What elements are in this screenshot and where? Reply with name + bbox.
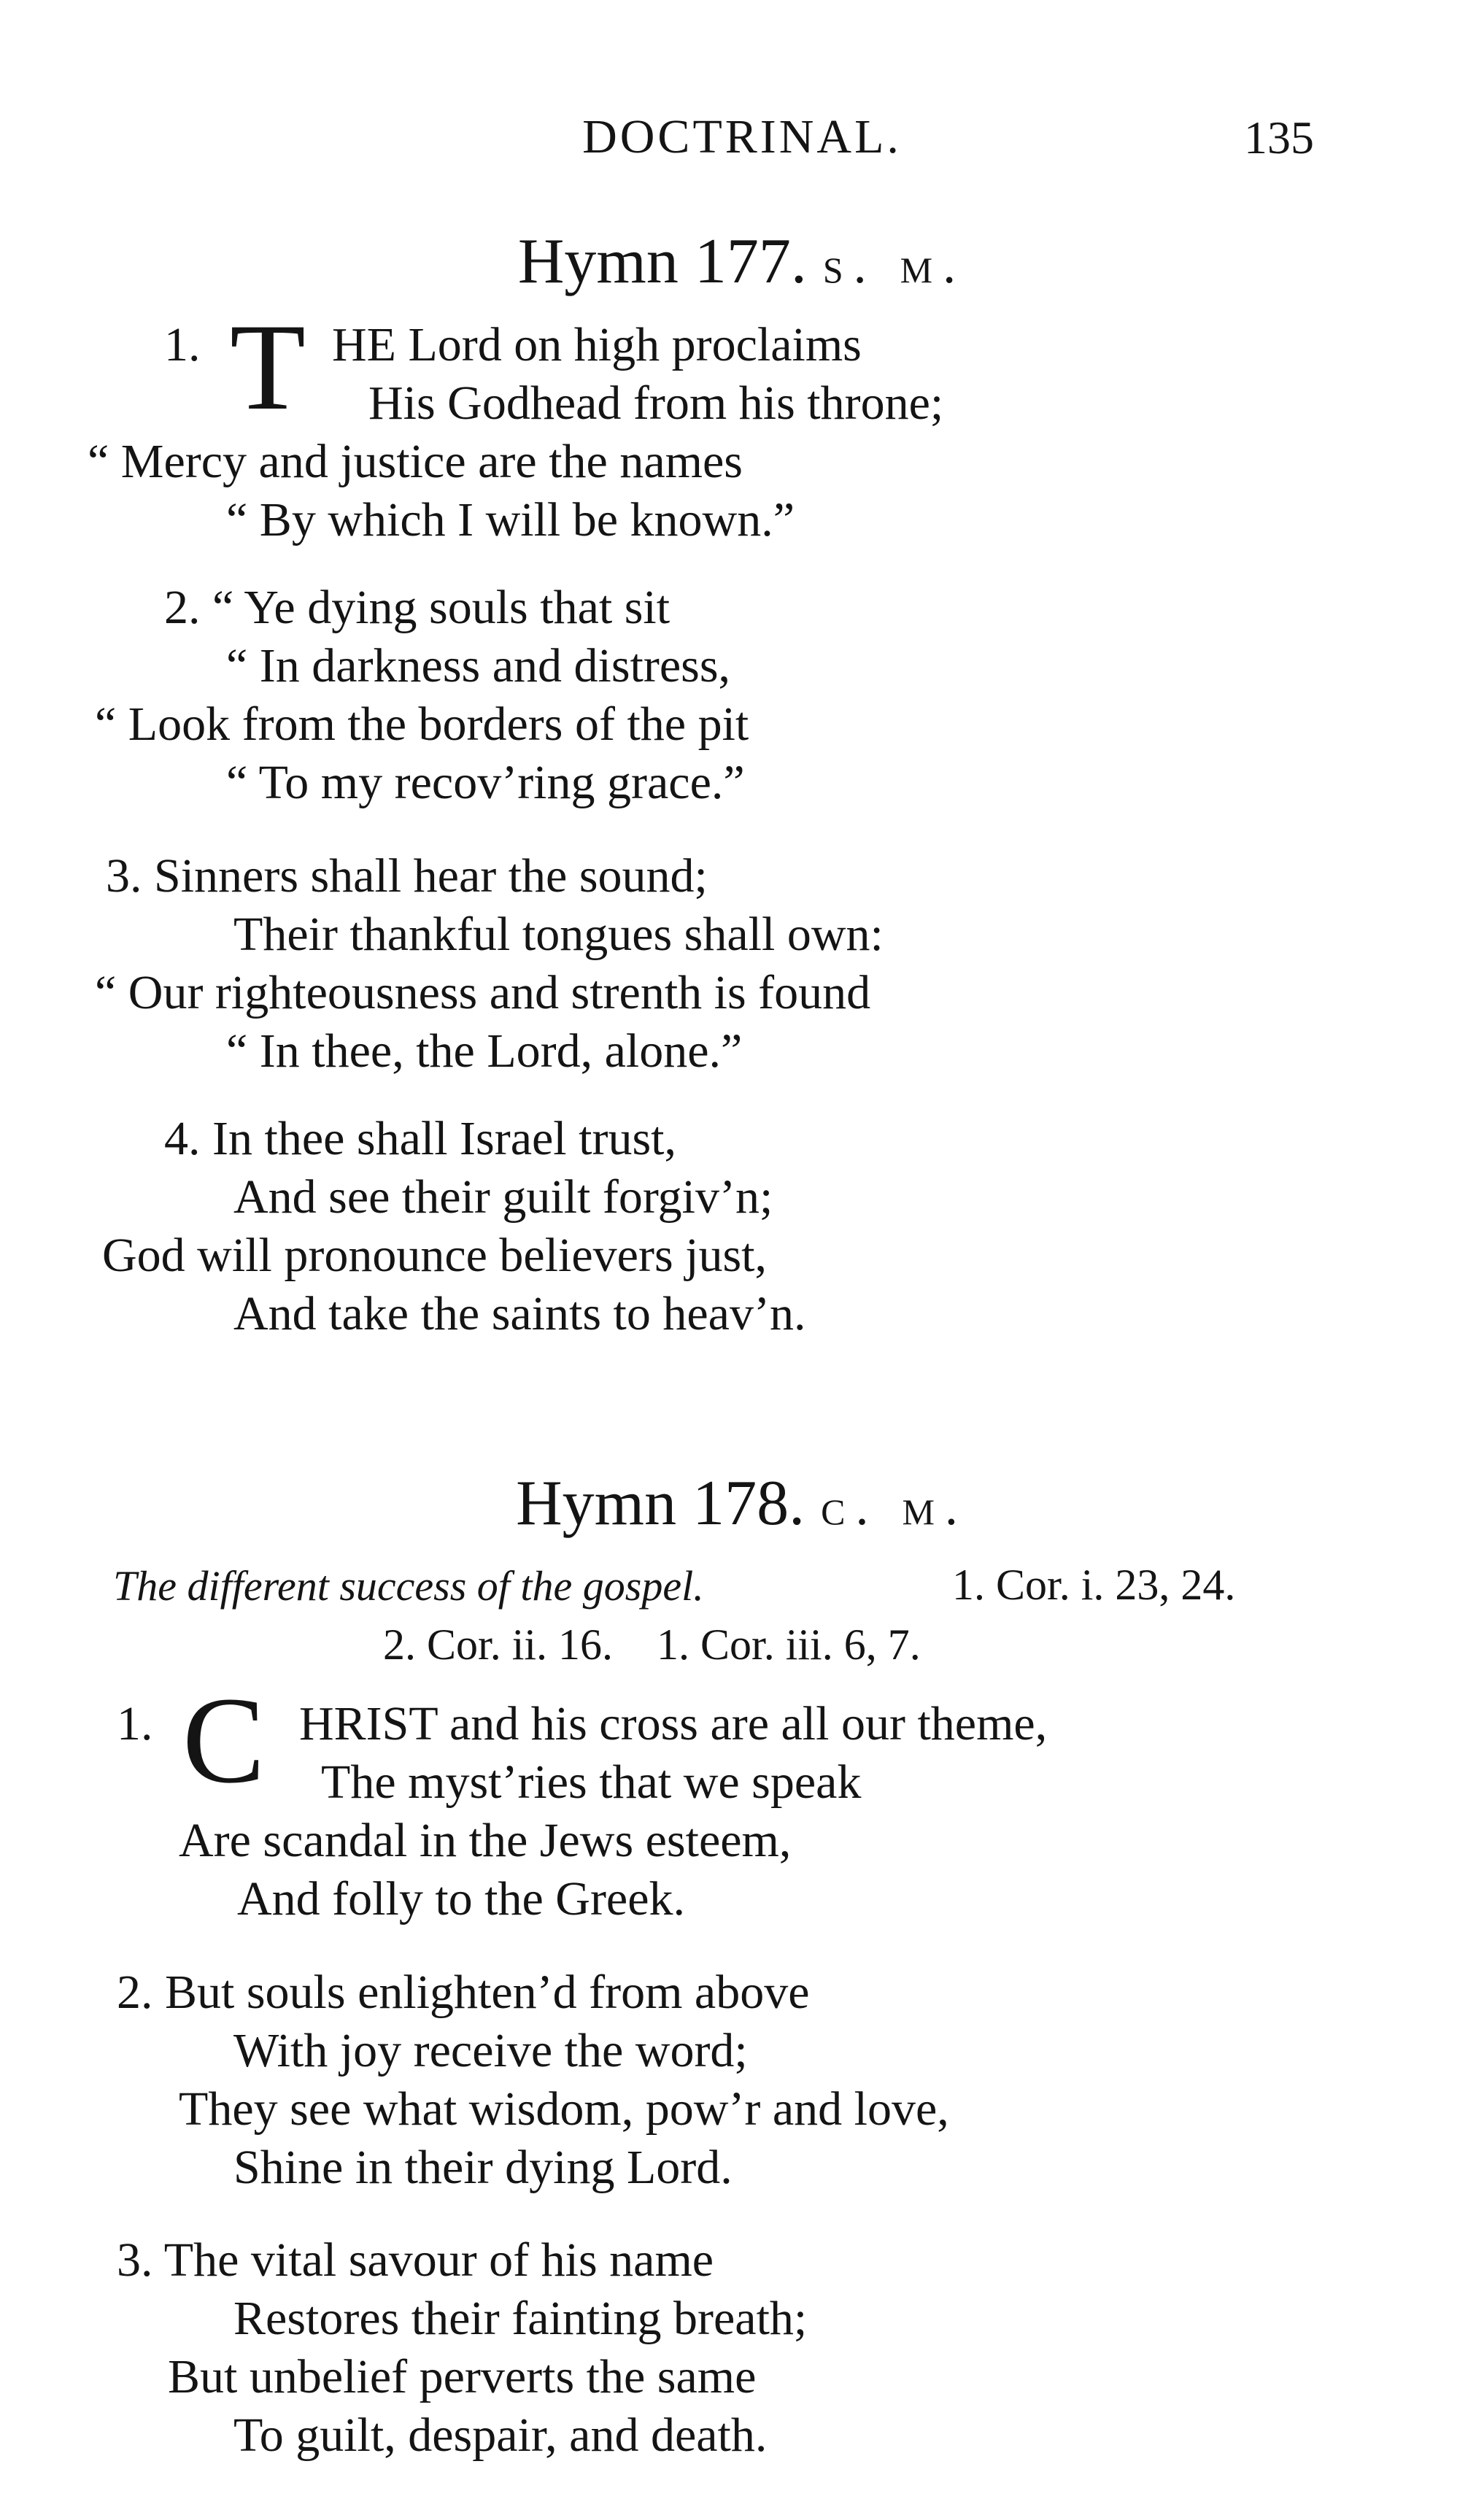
hymn-178-verse-2-line-2: With joy receive the word; <box>233 2024 748 2077</box>
hymn-177-verse-4-line-3: God will pronounce believers just, <box>102 1229 767 1282</box>
hymn-178-verse-1-number: 1. <box>117 1697 153 1750</box>
hymn-177-title <box>0 225 1484 298</box>
hymn-177-verse-1-line-2: His Godhead from his throne; <box>368 376 944 430</box>
hymn-177-verse-1-line-1: HE Lord on high proclaims <box>332 318 862 371</box>
page-number: 135 <box>1244 112 1314 163</box>
hymn-178-verse-1-line-3: Are scandal in the Jews esteem, <box>179 1814 792 1867</box>
running-header: DOCTRINAL. <box>582 110 902 163</box>
hymn-178-verse-3-line-2: Restores their fainting breath; <box>233 2292 808 2345</box>
hymn-177-verse-4-line-2: And see their guilt forgiv’n; <box>233 1170 773 1224</box>
hymn-177-verse-3-line-3: “ Our righteousness and strenth is found <box>95 966 871 1019</box>
hymn-178-title <box>0 1467 1484 1540</box>
hymn-178-verse-1-line-1: HRIST and his cross are all our theme, <box>299 1697 1048 1750</box>
hymn-177-verse-1-number: 1. <box>164 318 201 371</box>
hymn-178-verse-2-line-1: 2. But souls enlighten’d from above <box>117 1966 810 2019</box>
hymn-177-meter: s. m. <box>822 236 967 294</box>
hymn-177-verse-2-line-4: “ To my recov’ring grace.” <box>226 756 745 809</box>
hymn-178-scripture-ref-2: 2. Cor. ii. 16. 1. Cor. iii. 6, 7. <box>383 1621 921 1669</box>
hymn-177-verse-1-line-3: “ Mercy and justice are the names <box>88 435 743 488</box>
hymn-177-verse-2-line-3: “ Look from the borders of the pit <box>95 698 749 751</box>
hymn-177-verse-3-line-4: “ In thee, the Lord, alone.” <box>226 1024 743 1078</box>
hymn-178-verse-3-line-4: To guilt, despair, and death. <box>233 2409 768 2462</box>
hymn-178-verse-2-line-4: Shine in their dying Lord. <box>233 2141 733 2194</box>
hymn-178-drop-cap: C <box>182 1672 266 1809</box>
hymn-177-verse-4-line-1: 4. In thee shall Israel trust, <box>164 1112 676 1165</box>
hymn-177-number: Hymn 177. <box>517 226 807 297</box>
hymn-178-verse-3-line-3: But unbelief perverts the same <box>168 2350 757 2403</box>
hymn-177-drop-cap: T <box>230 298 306 436</box>
hymn-178-verse-2-line-3: They see what wisdom, pow’r and love, <box>179 2082 949 2136</box>
hymn-178-scripture-ref-1: 1. Cor. i. 23, 24. <box>952 1561 1236 1609</box>
hymn-178-meter: c. m. <box>821 1478 968 1536</box>
hymn-178-subtitle: The different success of the gospel. <box>113 1562 704 1610</box>
hymn-177-verse-2-line-1: 2. “ Ye dying souls that sit <box>164 581 670 634</box>
hymn-177-verse-2-line-2: “ In darkness and distress, <box>226 639 731 692</box>
hymn-178-verse-3-line-1: 3. The vital savour of his name <box>117 2233 714 2287</box>
hymn-178-number: Hymn 178. <box>516 1468 805 1539</box>
hymn-178-verse-1-line-2: The myst’ries that we speak <box>321 1756 862 1809</box>
hymn-178-verse-1-line-4: And folly to the Greek. <box>237 1872 686 1926</box>
hymn-177-verse-3-line-2: Their thankful tongues shall own: <box>233 908 884 961</box>
hymn-177-verse-3-line-1: 3. Sinners shall hear the sound; <box>106 849 708 903</box>
hymn-177-verse-1-line-4: “ By which I will be known.” <box>226 493 795 546</box>
hymn-177-verse-4-line-4: And take the saints to heav’n. <box>233 1287 806 1340</box>
